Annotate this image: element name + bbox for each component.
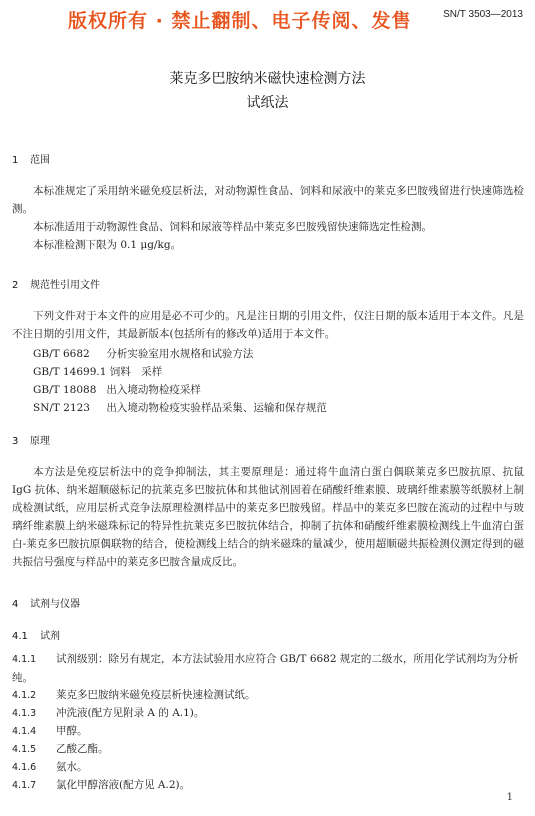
item-text: 冲洗液(配方见附录 A 的 A.1)。 — [56, 707, 205, 719]
section-3-paragraph: 本方法是免疫层析法中的竞争抑制法，其主要原理是：通过将牛血清白蛋白偶联莱克多巴胺抗原、抗鼠 IgG 抗体、纳米超顺磁标记的抗莱克多巴胺抗体和其他试剂固着在硝酸纤维素膜、玻璃纤维素膜等纸膜材上制成检测试纸，应用层析式竞争法原理检测样品中的莱克多巴胺残留。样品中的莱克多巴胺在流动的过程中与玻璃纤维素膜上纳米磁珠标记的特异性抗莱克多巴胺抗体结合，抑制了抗体和硝酸纤维素膜检测线上牛血清白蛋白-莱克多巴胺抗原偶联物的结合，使检测线上结合的纳米磁珠的量减少，使用超顺磁共振检测仪测定得到的磁共振信号强度与样品中的莱克多巴胺含量成反比。 — [12, 466, 524, 568]
item-number: 4.1.4 — [12, 726, 37, 737]
item-text: 试剂级别：除另有规定，本方法试验用水应符合 GB/T 6682 规定的二级水，所用化学试剂均为分析纯。 — [12, 653, 519, 684]
reference-code: SN/T 2123 — [33, 402, 90, 414]
list-item — [12, 686, 524, 705]
section-number: 1 — [12, 155, 19, 166]
page-number: 1 — [506, 792, 513, 803]
reference-code: GB/T 14699.1 — [33, 366, 107, 378]
section-3-heading — [12, 432, 50, 447]
reference-name: 饲料 采样 — [109, 366, 163, 378]
item-number: 4.1.6 — [12, 762, 37, 773]
item-text: 氨水。 — [56, 761, 88, 773]
subsection-title: 试剂 — [40, 631, 60, 642]
reference-name: 分析实验室用水规格和试验方法 — [106, 348, 254, 360]
section-number: 3 — [12, 436, 19, 447]
section-title: 试剂与仪器 — [30, 599, 80, 610]
item-number: 4.1.3 — [12, 708, 37, 719]
section-1-paragraph-3: 本标准检测下限为 0.1 μg/kg。 — [33, 239, 182, 251]
reference-item — [33, 364, 162, 379]
list-item — [12, 740, 524, 759]
section-title: 规范性引用文件 — [30, 280, 100, 291]
item-number: 4.1.7 — [12, 780, 37, 791]
section-2-paragraph: 下列文件对于本文件的应用是必不可少的。凡是注日期的引用文件，仅注日期的版本适用于本文件。凡是不注日期的引用文件，其最新版本(包括所有的修改单)适用于本文件。 — [12, 310, 524, 340]
item-text: 氯化甲醇溶液(配方见 A.2)。 — [56, 779, 191, 791]
reference-item — [33, 346, 253, 361]
section-number: 2 — [12, 280, 19, 291]
section-1-heading — [12, 151, 50, 166]
section-2-heading — [12, 276, 100, 291]
list-item — [12, 722, 524, 741]
item-text: 莱克多巴胺纳米磁免疫层析快速检测试纸。 — [56, 689, 256, 701]
reference-name: 出入境动物检疫采样 — [106, 384, 201, 396]
document-subtitle: 试纸法 — [246, 95, 289, 111]
section-1-paragraph-1: 本标准规定了采用纳米磁免疫层析法，对动物源性食品、饲料和尿液中的莱克多巴胺残留进行快速筛选检测。 — [12, 185, 524, 215]
item-text: 乙酸乙酯。 — [56, 743, 109, 755]
item-text: 甲醇。 — [56, 725, 88, 737]
section-1-paragraph-2: 本标准适用于动物源性食品、饲料和尿液等样品中莱克多巴胺残留快速筛选定性检测。 — [33, 221, 432, 233]
list-item — [12, 650, 524, 687]
reference-item — [33, 382, 201, 397]
item-number: 4.1.1 — [12, 654, 37, 665]
section-number: 4 — [12, 599, 19, 610]
section-title: 范围 — [30, 155, 50, 166]
reference-item — [33, 400, 327, 415]
subsection-number: 4.1 — [12, 631, 28, 642]
reference-code: GB/T 18088 — [33, 384, 97, 396]
list-item — [12, 704, 524, 723]
section-4-heading — [12, 595, 80, 610]
item-number: 4.1.5 — [12, 744, 37, 755]
list-item — [12, 758, 524, 777]
reference-name: 出入境动物检疫实验样品采集、运输和保存规范 — [106, 402, 327, 414]
item-number: 4.1.2 — [12, 690, 37, 701]
list-item — [12, 776, 524, 795]
section-title: 原理 — [30, 436, 50, 447]
standard-number: SN/T 3503—2013 — [443, 9, 523, 20]
document-title: 莱克多巴胺纳米磁快速检测方法 — [169, 71, 366, 87]
reference-code: GB/T 6682 — [33, 348, 90, 360]
subsection-4-1-heading — [12, 627, 60, 642]
watermark: 版权所有 · 禁止翻制、电子传阅、发售 — [68, 10, 412, 32]
